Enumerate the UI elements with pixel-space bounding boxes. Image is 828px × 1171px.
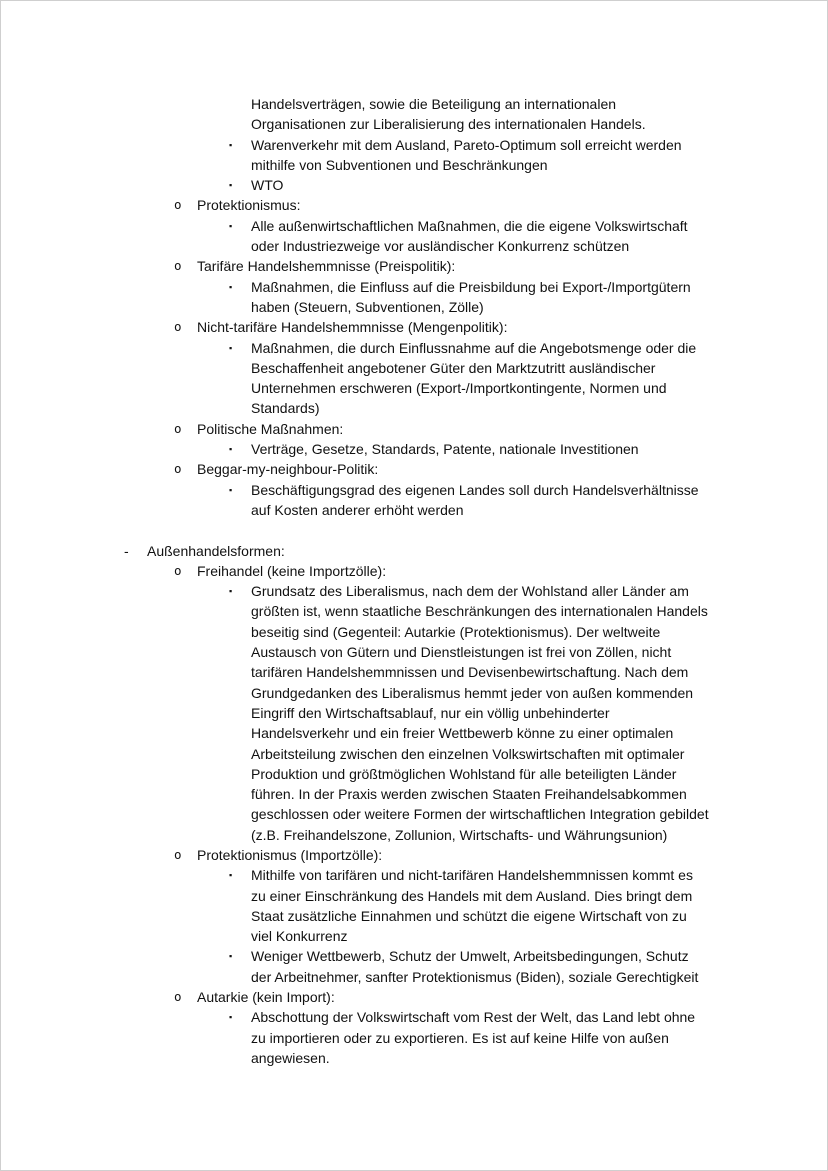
- list-item-autarkie: [124, 987, 711, 1007]
- list-item-freihandel: [124, 561, 711, 581]
- circle-bullet-icon: o: [174, 258, 182, 274]
- list-item-text: Tarifäre Handelshemmnisse (Preispolitik):: [197, 258, 456, 275]
- list-item-warenverkehr: [124, 135, 711, 176]
- list-item-beggar-my-neighbour: [124, 459, 711, 479]
- list-item-massnahmen-volkswirtschaft: [124, 216, 711, 257]
- list-item-mithilfe-tarifaerer: [124, 865, 711, 946]
- circle-bullet-icon: o: [174, 846, 182, 862]
- list-item-text: Maßnahmen, die Einfluss auf die Preisbildung bei Export-/Importgütern haben (Steuern, Subventionen, Zölle): [251, 278, 691, 315]
- list-item-text: Protektionismus:: [197, 197, 301, 214]
- list-item-nicht-tarifaere-handelshemmnisse: [124, 317, 711, 337]
- list-item-text: Warenverkehr mit dem Ausland, Pareto-Optimum soll erreicht werden mithilfe von Subventionen und Beschränkungen: [251, 136, 682, 173]
- list-item-politische-massnahmen: [124, 419, 711, 439]
- list-item-text: Außenhandelsformen:: [147, 542, 285, 559]
- list-item-grundsatz-liberalismus: [124, 581, 711, 845]
- circle-bullet-icon: o: [174, 562, 182, 578]
- list-item-text: Abschottung der Volkswirtschaft vom Rest der Welt, das Land lebt ohne zu importieren oder zu exportieren. Es ist auf keine Hilfe von außen angewiesen.: [251, 1009, 696, 1066]
- list-item-weniger-wettbewerb: [124, 946, 711, 987]
- list-item-wto: [124, 175, 711, 195]
- list-item-protektionismus-importzoelle: [124, 845, 711, 865]
- list-item-text: Protektionismus (Importzölle):: [197, 846, 383, 863]
- list-item-text: Mithilfe von tarifären und nicht-tarifären Handelshemmnissen kommt es zu einer Einschränkung des Handels mit dem Ausland. Dies bringt dem Staat zusätzliche Einnahmen und schützt die eigene Wirtschaft von zu viel Konkurrenz: [251, 867, 693, 945]
- square-bullet-icon: ▪: [229, 139, 233, 150]
- list-item-einflussnahme-angebotsmenge: [124, 338, 711, 419]
- list-item-aussenhandelsformen: [124, 541, 711, 561]
- list-item-text: Grundsatz des Liberalismus, nach dem der Wohlstand aller Länder am größten ist, wenn staatliche Beschränkungen des internationalen Handels beseitig sind (Gegenteil: Autarkie (Protektionismus). Der weltweite Austausch von Gütern und Dienstleistungen ist frei von Zöllen, nicht tarifären Handelshemmnissen und Devisenbewirtschaftung. Nach dem Grundgedanken des Liberalismus hemmt jeder von außen kommenden Eingriff den Wirtschaftsablauf, nur ein völlig unbehinderter Handelsverkehr und ein freier Wettbewerb könne zu einer optimalen Arbeitsteilung zwischen den einzelnen Volkswirtschaften mit optimaler Produktion und größtmöglichen Wohlstand für alle beteiligten Länder führen. In der Praxis werden zwischen Staaten Freihandelsabkommen geschlossen oder weitere Formen der wirtschaftlichen Integration gebildet (z.B. Freihandelszone, Zollunion, Wirtschafts- und Währungsunion): [251, 583, 709, 843]
- list-item-text: Politische Maßnahmen:: [197, 420, 344, 437]
- square-bullet-icon: ▪: [229, 951, 233, 962]
- list-item-text: Alle außenwirtschaftlichen Maßnahmen, die die eigene Volkswirtschaft oder Industriezweige vor ausländischer Konkurrenz schützen: [251, 217, 688, 255]
- circle-bullet-icon: o: [174, 319, 182, 335]
- square-bullet-icon: ▪: [229, 342, 233, 353]
- list-item-protektionismus: [124, 195, 711, 215]
- list-item-text: Nicht-tarifäre Handelshemmnisse (Mengenpolitik):: [197, 319, 508, 336]
- list-item-tarifaere-handelshemmnisse: [124, 256, 711, 276]
- dash-bullet-icon: -: [124, 542, 129, 559]
- square-bullet-icon: ▪: [229, 586, 233, 597]
- paragraph-continuation: [124, 94, 711, 135]
- list-item-text: Freihandel (keine Importzölle):: [197, 562, 387, 579]
- list-item-text: Beschäftigungsgrad des eigenen Landes soll durch Handelsverhältnisse auf Kosten anderer erhöht werden: [251, 481, 699, 518]
- square-bullet-icon: ▪: [229, 220, 233, 231]
- paragraph-text: Handelsverträgen, sowie die Beteiligung an internationalen Organisationen zur Liberalisierung des internationalen Handels.: [251, 96, 646, 133]
- list-item-text: Weniger Wettbewerb, Schutz der Umwelt, Arbeitsbedingungen, Schutz der Arbeitnehmer, sanfter Protektionismus (Biden), soziale Gerechtigkeit: [251, 948, 699, 985]
- square-bullet-icon: ▪: [229, 180, 233, 191]
- list-item-abschottung: [124, 1007, 711, 1068]
- list-item-vertraege-gesetze: [124, 439, 711, 459]
- list-item-text: Maßnahmen, die durch Einflussnahme auf die Angebotsmenge oder die Beschaffenheit angebotener Güter den Marktzutritt ausländischer Unternehmen erschweren (Export-/Importkontingente, Normen und Standards): [251, 339, 697, 417]
- square-bullet-icon: ▪: [229, 870, 233, 881]
- circle-bullet-icon: o: [174, 197, 182, 213]
- list-item-preisbildung: [124, 277, 711, 318]
- square-bullet-icon: ▪: [229, 444, 233, 455]
- square-bullet-icon: ▪: [229, 484, 233, 495]
- square-bullet-icon: ▪: [229, 1012, 233, 1023]
- circle-bullet-icon: o: [174, 989, 182, 1005]
- circle-bullet-icon: o: [174, 461, 182, 477]
- list-item-beschaeftigungsgrad: [124, 480, 711, 521]
- list-item-text: Beggar-my-neighbour-Politik:: [197, 461, 379, 478]
- list-item-text: WTO: [251, 177, 284, 194]
- square-bullet-icon: ▪: [229, 281, 233, 292]
- circle-bullet-icon: o: [174, 420, 182, 436]
- list-item-text: Verträge, Gesetze, Standards, Patente, nationale Investitionen: [251, 441, 639, 458]
- list-item-text: Autarkie (kein Import):: [197, 989, 335, 1006]
